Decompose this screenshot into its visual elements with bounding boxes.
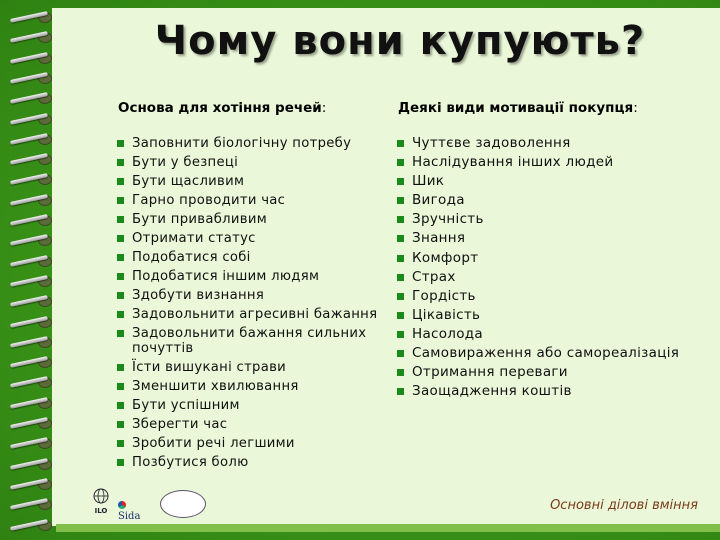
square-bullet-icon [117, 459, 124, 466]
list-item-text: Позбутися болю [132, 455, 249, 470]
square-bullet-icon [117, 235, 124, 242]
binder-ring-icon [8, 254, 56, 268]
left-column [118, 100, 398, 474]
slide-title: Чому вони купують? [154, 18, 646, 64]
binder-ring-icon [8, 294, 56, 308]
list-item [398, 346, 708, 361]
list-item-text: Страх [412, 268, 456, 285]
binder-ring-icon [8, 91, 56, 105]
square-bullet-icon [117, 197, 124, 204]
list-item-text: Цікавість [412, 306, 481, 323]
square-bullet-icon [397, 388, 404, 395]
square-bullet-icon [117, 216, 124, 223]
ilo-logo-text: ILO [94, 507, 108, 515]
binder-ring-icon [8, 152, 56, 166]
square-bullet-icon [117, 421, 124, 428]
list-item-text: Подобатися собі [132, 250, 251, 265]
binder-ring-icon [8, 71, 56, 85]
binder-ring-icon [8, 315, 56, 329]
sida-logo [118, 500, 148, 522]
list-item [398, 155, 708, 170]
list-item-text: Отримання переваги [412, 364, 568, 381]
square-bullet-icon [397, 350, 404, 357]
list-item-text: Задовольнити агресивні бажання [132, 307, 378, 322]
ilo-logo [88, 488, 114, 518]
binder-ring-icon [8, 436, 56, 450]
binder-ring-icon [8, 172, 56, 186]
binder-ring-icon [8, 193, 56, 207]
sida-dot-icon [118, 501, 126, 509]
square-bullet-icon [117, 178, 124, 185]
square-bullet-icon [397, 312, 404, 319]
slide-footer: Основні ділові вміння [550, 498, 698, 513]
square-bullet-icon [117, 330, 124, 337]
page-edge [56, 524, 720, 532]
binder-ring-icon [8, 375, 56, 389]
partner-logos [88, 488, 218, 522]
list-item [118, 379, 398, 394]
binder-ring-icon [8, 51, 56, 65]
list-item-text: Зручність [412, 211, 484, 228]
list-item-text: Наслідування інших людей [412, 154, 614, 171]
left-heading-colon: : [321, 100, 327, 116]
oval-emblem-logo [160, 490, 206, 518]
list-item-text: Подобатися іншим людям [132, 269, 320, 284]
list-item [118, 250, 398, 265]
binder-ring-icon [8, 112, 56, 126]
binder-ring-icon [8, 30, 56, 44]
binder-ring-icon [8, 335, 56, 349]
square-bullet-icon [397, 235, 404, 242]
list-item-text: Зберегти час [132, 417, 228, 432]
left-column-heading [118, 100, 398, 116]
list-item-text: Бути успішним [132, 398, 240, 413]
list-item [118, 307, 398, 322]
list-item-text: Заповнити біологічну потребу [132, 136, 352, 151]
list-item [398, 174, 708, 189]
list-item [118, 231, 398, 246]
list-item [118, 212, 398, 227]
list-item [118, 155, 398, 170]
square-bullet-icon [117, 311, 124, 318]
list-item [398, 212, 708, 227]
list-item [398, 308, 708, 323]
binder-ring-icon [8, 497, 56, 511]
square-bullet-icon [397, 274, 404, 281]
list-item-text: Зробити речі легшими [132, 436, 295, 451]
list-item-text: Гордість [412, 287, 476, 304]
list-item-text: Їсти вишукані страви [132, 360, 287, 375]
binder-ring-icon [8, 416, 56, 430]
binder-ring-icon [8, 274, 56, 288]
list-item-text: Насолода [412, 325, 484, 342]
square-bullet-icon [117, 273, 124, 280]
list-item-text: Отримати статус [132, 231, 256, 246]
square-bullet-icon [117, 364, 124, 371]
list-item [118, 174, 398, 189]
left-heading-text: Основа для хотіння речей [118, 100, 322, 116]
square-bullet-icon [397, 197, 404, 204]
square-bullet-icon [117, 440, 124, 447]
square-bullet-icon [397, 216, 404, 223]
list-item-text: Комфорт [412, 249, 479, 266]
binder-ring-icon [8, 396, 56, 410]
right-heading-text: Деякі види мотивації покупця [398, 100, 634, 116]
binder-ring-icon [8, 457, 56, 471]
list-item-text: Бути щасливим [132, 174, 245, 189]
list-item [398, 365, 708, 380]
list-item-text: Чуттєве задоволення [412, 135, 571, 151]
square-bullet-icon [397, 178, 404, 185]
binder-ring-icon [8, 477, 56, 491]
list-item [118, 269, 398, 284]
left-bullet-list [118, 136, 398, 470]
right-heading-colon: : [633, 100, 638, 116]
square-bullet-icon [117, 140, 124, 147]
list-item [398, 251, 708, 266]
list-item-text: Вигода [412, 192, 465, 209]
square-bullet-icon [397, 369, 404, 376]
list-item [118, 326, 398, 356]
binder-ring-icon [8, 132, 56, 146]
square-bullet-icon [397, 140, 404, 147]
binder-ring-icon [8, 10, 56, 24]
square-bullet-icon [397, 159, 404, 166]
list-item-text: Заощадження коштів [412, 383, 572, 400]
binder-ring-icon [8, 213, 56, 227]
right-bullet-list [398, 136, 708, 399]
square-bullet-icon [117, 159, 124, 166]
square-bullet-icon [397, 255, 404, 262]
list-item [398, 327, 708, 342]
list-item [118, 398, 398, 413]
square-bullet-icon [397, 331, 404, 338]
binder-ring-icon [8, 233, 56, 247]
square-bullet-icon [397, 293, 404, 300]
list-item-text: Знання [412, 230, 466, 247]
list-item-text: Самовираження або самореалізація [412, 345, 680, 362]
list-item-text: Здобути визнання [132, 288, 265, 303]
sida-logo-text: Sida [118, 511, 141, 522]
square-bullet-icon [117, 254, 124, 261]
binder-ring-icon [8, 355, 56, 369]
list-item [118, 417, 398, 432]
list-item-text: Гарно проводити час [132, 193, 286, 208]
list-item [398, 136, 708, 151]
right-column-heading [398, 100, 708, 116]
spiral-binding [8, 0, 58, 540]
list-item [398, 384, 708, 399]
list-item [118, 136, 398, 151]
list-item [118, 455, 398, 470]
list-item-text: Зменшити хвилювання [132, 379, 299, 394]
square-bullet-icon [117, 383, 124, 390]
list-item [118, 193, 398, 208]
list-item-text: Бути привабливим [132, 212, 267, 227]
list-item [398, 231, 708, 246]
list-item [118, 360, 398, 375]
list-item-text: Задовольнити бажання сильних почуттів [132, 326, 367, 356]
list-item [398, 270, 708, 285]
list-item-text: Бути у безпеці [132, 155, 239, 170]
list-item-text: Шик [412, 173, 445, 190]
square-bullet-icon [117, 292, 124, 299]
list-item [398, 289, 708, 304]
list-item [118, 436, 398, 451]
square-bullet-icon [117, 402, 124, 409]
list-item [398, 193, 708, 208]
right-column [398, 100, 708, 403]
list-item [118, 288, 398, 303]
binder-ring-icon [8, 518, 56, 532]
globe-icon [91, 488, 111, 504]
